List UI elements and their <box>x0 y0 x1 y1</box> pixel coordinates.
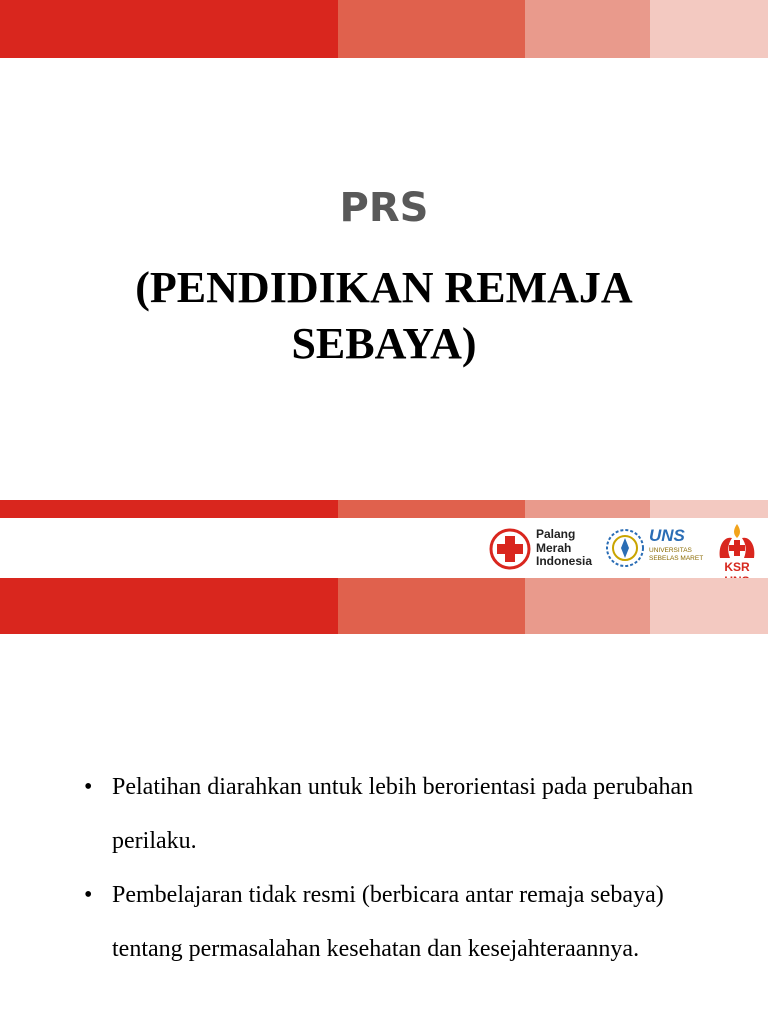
band-segment <box>525 0 650 58</box>
band-segment <box>0 500 338 518</box>
uns-logo <box>605 522 710 576</box>
band-segment <box>338 500 525 518</box>
uns-sub-line: SEBELAS MARET <box>649 555 704 562</box>
band-segment <box>650 0 768 58</box>
band-segment <box>338 578 525 634</box>
band-segment <box>0 578 338 634</box>
ksr-name: KSR <box>724 560 750 574</box>
band-segment <box>650 578 768 634</box>
bullet-text: Pelatihan diarahkan untuk lebih berorientasi pada perubahan perilaku. <box>112 774 694 854</box>
uns-emblem-icon <box>605 526 645 572</box>
uns-sub-line: UNIVERSITAS <box>649 547 692 554</box>
pmi-name <box>536 528 592 569</box>
slide-title-main: PRS <box>339 185 429 231</box>
red-cross-icon <box>488 527 532 571</box>
slide-content <box>0 500 768 1024</box>
bullet-marker: • <box>84 882 93 908</box>
band-segment <box>338 0 525 58</box>
pmi-line: Merah <box>536 540 572 555</box>
slide-title <box>0 0 768 500</box>
bullet-text: Pembelajaran tidak resmi (berbicara antar remaja sebaya) tentang permasalahan kesehatan dan kesejahteraannya. <box>112 882 664 962</box>
bullet-item <box>84 868 724 976</box>
top-color-band <box>0 0 768 58</box>
ksr-emblem-icon <box>712 522 762 560</box>
band-segment <box>525 500 650 518</box>
thin-color-band <box>0 500 768 518</box>
pmi-line: Palang <box>536 527 576 541</box>
bullet-marker: • <box>84 774 93 800</box>
uns-name: UNS <box>649 526 685 545</box>
bottom-color-band <box>0 578 768 634</box>
bullet-item <box>84 760 724 868</box>
band-segment <box>650 500 768 518</box>
band-segment <box>0 0 338 58</box>
logo-strip <box>0 522 768 576</box>
pmi-line: Indonesia <box>536 554 593 568</box>
band-segment <box>525 578 650 634</box>
bullet-list <box>84 760 724 976</box>
pmi-logo <box>488 522 603 576</box>
uns-subtitle <box>649 547 709 563</box>
slide-subtitle: (PENDIDIKAN REMAJA SEBAYA) <box>135 263 633 368</box>
ksr-logo <box>712 522 762 576</box>
